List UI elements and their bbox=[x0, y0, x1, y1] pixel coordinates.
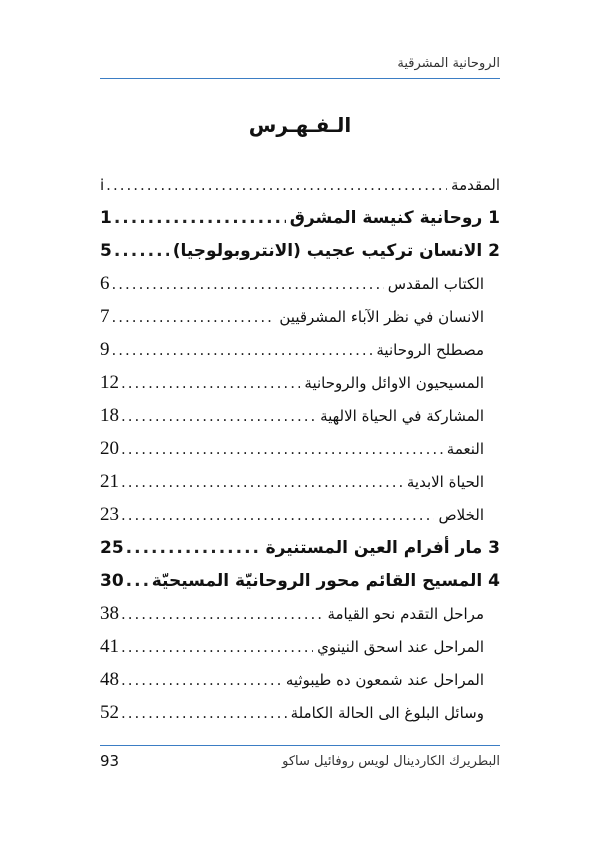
toc-entry-label: المراحل عند اسحق النينوي bbox=[317, 637, 484, 656]
toc-entry-page: 25 bbox=[100, 537, 124, 558]
toc-leader-dots bbox=[126, 571, 148, 591]
toc-entry-label: 4 المسيح القائم محور الروحانيّة المسيحيّة bbox=[151, 570, 500, 591]
toc-leader-dots bbox=[121, 506, 434, 524]
toc-leader-dots bbox=[121, 374, 300, 392]
toc-entry-page: 6 bbox=[100, 272, 110, 294]
footer-author: البطريرك الكاردينال لويس روفائيل ساكو bbox=[282, 754, 500, 769]
toc-leader-dots bbox=[121, 440, 443, 458]
toc-entry bbox=[100, 564, 500, 597]
toc-entry bbox=[100, 696, 500, 729]
toc-heading: الـفـهـرس bbox=[248, 113, 352, 137]
toc-entry-page: 18 bbox=[100, 404, 119, 426]
toc-entry bbox=[100, 366, 500, 399]
running-header-title: الروحانية المشرقية bbox=[397, 56, 500, 71]
toc-entry bbox=[100, 630, 500, 663]
page-number: 93 bbox=[100, 752, 120, 770]
toc-entry bbox=[100, 531, 500, 564]
footer-divider bbox=[100, 745, 500, 746]
table-of-contents bbox=[100, 168, 500, 729]
toc-entry bbox=[100, 663, 500, 696]
toc-leader-dots bbox=[114, 241, 169, 261]
toc-entry-label: المقدمة bbox=[451, 175, 500, 194]
toc-entry-label: الكتاب المقدس bbox=[387, 274, 484, 293]
toc-entry bbox=[100, 333, 500, 366]
toc-leader-dots bbox=[121, 671, 282, 689]
toc-leader-dots bbox=[106, 176, 447, 194]
toc-leader-dots bbox=[112, 275, 384, 293]
toc-leader-dots bbox=[121, 407, 316, 425]
toc-entry-label: مراحل التقدم نحو القيامة bbox=[327, 604, 484, 623]
toc-leader-dots bbox=[121, 473, 403, 491]
toc-entry-page: 52 bbox=[100, 701, 119, 723]
toc-entry-page: 5 bbox=[100, 240, 112, 261]
toc-entry-page: 23 bbox=[100, 503, 119, 525]
toc-leader-dots bbox=[121, 605, 323, 623]
toc-leader-dots bbox=[121, 638, 313, 656]
toc-entry bbox=[100, 234, 500, 267]
toc-entry-label: 3 مار أفرام العين المستنيرة bbox=[265, 537, 500, 558]
toc-entry-label: 1 روحانية كنيسة المشرق bbox=[289, 207, 500, 228]
toc-entry bbox=[100, 201, 500, 234]
toc-entry-page: 38 bbox=[100, 602, 119, 624]
toc-entry bbox=[100, 267, 500, 300]
toc-entry-label: المشاركة في الحياة الالهية bbox=[320, 406, 484, 425]
toc-entry-page: 41 bbox=[100, 635, 119, 657]
toc-entry bbox=[100, 597, 500, 630]
toc-leader-dots bbox=[121, 704, 287, 722]
toc-entry bbox=[100, 498, 500, 531]
toc-leader-dots bbox=[126, 538, 262, 558]
toc-leader-dots bbox=[112, 308, 276, 326]
toc-entry-label: النعمة bbox=[446, 439, 484, 458]
header-divider bbox=[100, 78, 500, 79]
toc-entry-label: وسائل البلوغ الى الحالة الكاملة bbox=[290, 703, 484, 722]
toc-entry-label: المسيحيون الاوائل والروحانية bbox=[304, 373, 484, 392]
toc-entry bbox=[100, 465, 500, 498]
toc-leader-dots bbox=[114, 208, 286, 228]
toc-entry bbox=[100, 300, 500, 333]
toc-entry-page: 12 bbox=[100, 371, 119, 393]
toc-entry-page: 7 bbox=[100, 305, 110, 327]
toc-entry-label: 2 الانسان تركيب عجيب (الانتروبولوجيا) bbox=[172, 240, 500, 261]
toc-entry-label: الخلاص bbox=[438, 505, 484, 524]
toc-entry-label: مصطلح الروحانية bbox=[376, 340, 484, 359]
toc-entry-label: الحياة الابدية bbox=[406, 472, 484, 491]
toc-entry-page: i bbox=[100, 175, 105, 194]
toc-entry bbox=[100, 399, 500, 432]
toc-entry-label: الانسان في نظر الآباء المشرقيين bbox=[279, 307, 484, 326]
toc-entry-page: 9 bbox=[100, 338, 110, 360]
toc-entry-page: 20 bbox=[100, 437, 119, 459]
toc-entry-page: 21 bbox=[100, 470, 119, 492]
toc-entry bbox=[100, 168, 500, 201]
toc-entry-page: 30 bbox=[100, 570, 124, 591]
toc-entry-page: 1 bbox=[100, 207, 112, 228]
toc-entry bbox=[100, 432, 500, 465]
toc-leader-dots bbox=[112, 341, 373, 359]
toc-entry-page: 48 bbox=[100, 668, 119, 690]
toc-entry-label: المراحل عند شمعون ده طيبوثيه bbox=[285, 670, 484, 689]
